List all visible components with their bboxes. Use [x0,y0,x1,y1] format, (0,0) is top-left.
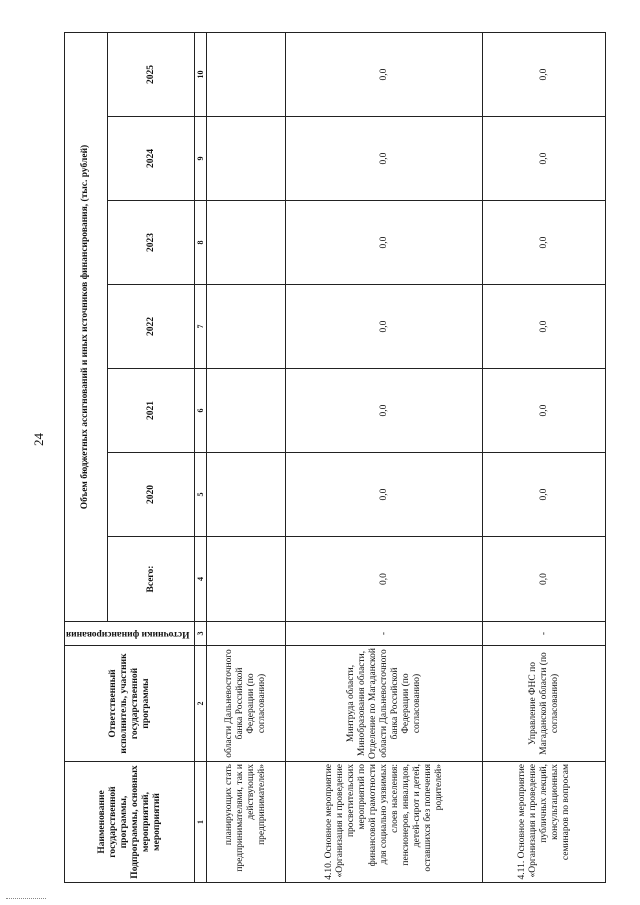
header-executor: Ответственный исполнитель, участник государственной программы [65,646,195,762]
row-value-2022: 0,0 [286,285,483,369]
row-source: - [483,622,606,646]
row-value-total: 0,0 [286,537,483,622]
header-total: Всего: [107,537,195,622]
header-source: Источники финансирования [65,622,195,646]
row-value-total: 0,0 [483,537,606,622]
header-year-2022: 2022 [107,285,195,369]
financing-table [64,32,606,883]
column-number: 5 [195,453,207,537]
row-value-2025 [207,33,286,117]
row-value-2020: 0,0 [286,453,483,537]
header-year-2020: 2020 [107,453,195,537]
table-row [286,33,483,883]
row-source [207,622,286,646]
table-row [483,33,606,883]
row-value-2020 [207,453,286,537]
header-budget: Объем бюджетных ассигнований и иных источников финансирования, (тыс. рублей) [65,33,108,622]
row-executor: Минтруда области, Минобразования области, Отделение по Магаданской области Дальневосточного банка Российской Федерации (по согласованию) [286,646,483,762]
column-number: 6 [195,369,207,453]
row-value-2024: 0,0 [286,117,483,201]
row-value-2023: 0,0 [483,201,606,285]
row-value-2025: 0,0 [483,33,606,117]
row-value-2024: 0,0 [483,117,606,201]
column-number: 4 [195,537,207,622]
column-number: 7 [195,285,207,369]
column-number: 2 [195,646,207,762]
row-name: 4.11. Основное мероприятие «Организация и проведение публичных лекций, консультационных семинаров по вопросам [483,762,606,883]
header-year-2023: 2023 [107,201,195,285]
row-value-2023 [207,201,286,285]
column-number: 3 [195,622,207,646]
column-number: 1 [195,762,207,883]
header-year-2021: 2021 [107,369,195,453]
footer-divider [6,898,46,899]
row-value-2021 [207,369,286,453]
row-executor: Управление ФНС по Магаданской области (по согласованию) [483,646,606,762]
row-value-2021: 0,0 [483,369,606,453]
row-value-2025: 0,0 [286,33,483,117]
column-number: 10 [195,33,207,117]
row-value-2022 [207,285,286,369]
table-row [207,33,286,883]
row-value-2023: 0,0 [286,201,483,285]
header-year-2024: 2024 [107,117,195,201]
column-number-row [195,33,207,883]
row-executor: области Дальневосточного банка Российской Федерации (по согласованию) [207,646,286,762]
row-value-2022: 0,0 [483,285,606,369]
column-number: 9 [195,117,207,201]
column-number: 8 [195,201,207,285]
row-value-2021: 0,0 [286,369,483,453]
rotated-table-wrapper [64,32,606,883]
row-name: планирующих стать предпринимателями, так и действующих предпринимателей» [207,762,286,883]
row-value-2020: 0,0 [483,453,606,537]
row-value-total [207,537,286,622]
header-program-name: Наименование государственной программы, Подпрограммы, основных мероприятий, мероприятий [65,762,195,883]
row-name: 4.10. Основное мероприятие «Организация и проведение просветительских мероприятий по финансовой грамотности для социально уязвимых слоев населения: пенсионеров, инвалидов, детей-сирот и детей, оставшихся без попечения родителей» [286,762,483,883]
page-number: 24 [31,433,46,446]
row-value-2024 [207,117,286,201]
header-year-2025: 2025 [107,33,195,117]
row-source: - [286,622,483,646]
